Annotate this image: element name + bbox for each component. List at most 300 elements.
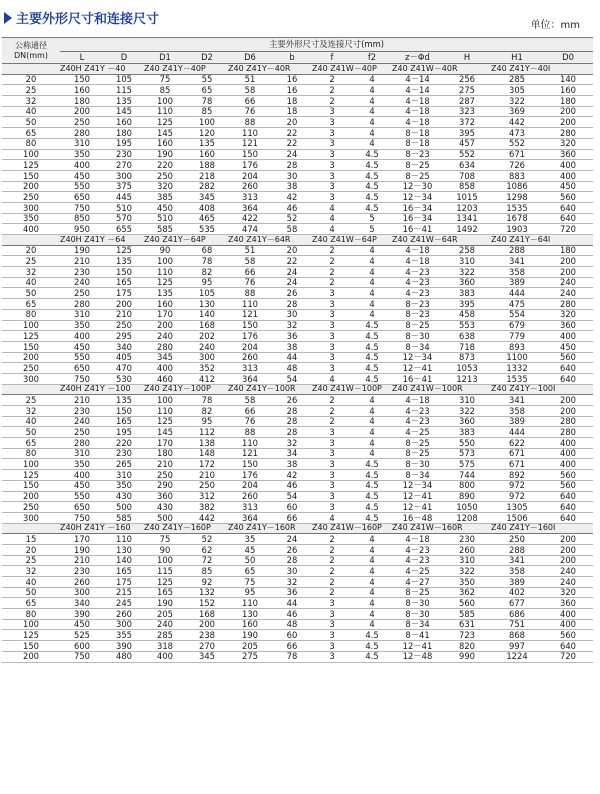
value-cell: 188 xyxy=(186,160,228,171)
value-cell: 4.5 xyxy=(352,341,392,352)
value-cell: 85 xyxy=(144,85,186,96)
value-cell: 341 xyxy=(491,395,543,406)
column-header: D2 xyxy=(186,52,228,64)
table-row xyxy=(2,309,593,320)
value-cell: 210 xyxy=(60,256,104,267)
value-cell: 260 xyxy=(443,544,491,555)
value-cell: 322 xyxy=(491,96,543,107)
dn-cell: 80 xyxy=(2,138,60,149)
dn-header-text: 公称通径 DN(mm) xyxy=(14,40,48,60)
value-cell: 8－30 xyxy=(392,598,443,609)
value-cell: 46 xyxy=(272,202,312,213)
value-cell: 120 xyxy=(186,128,228,139)
table-row xyxy=(2,651,593,662)
model-label: Z40H Z41Y －100 xyxy=(60,384,144,395)
value-cell: 100 xyxy=(144,96,186,107)
value-cell: 444 xyxy=(491,288,543,299)
value-cell: 240 xyxy=(144,331,186,342)
table-row xyxy=(2,619,593,630)
value-cell: 341 xyxy=(491,256,543,267)
value-cell: 655 xyxy=(104,224,144,235)
value-cell: 250 xyxy=(144,470,186,481)
value-cell: 450 xyxy=(60,619,104,630)
value-cell: 46 xyxy=(272,609,312,620)
model-label: Z40 Z41Y－100R xyxy=(228,384,312,395)
value-cell: 265 xyxy=(104,459,144,470)
value-cell: 2 xyxy=(312,406,352,417)
value-cell: 4.5 xyxy=(352,470,392,481)
value-cell: 210 xyxy=(60,395,104,406)
value-cell: 58 xyxy=(228,256,272,267)
value-cell: 2 xyxy=(312,256,352,267)
value-cell: 4 xyxy=(352,587,392,598)
value-cell: 280 xyxy=(543,299,593,310)
value-cell: 54 xyxy=(272,373,312,384)
value-cell: 950 xyxy=(60,224,104,235)
value-cell: 105 xyxy=(186,288,228,299)
value-cell: 638 xyxy=(443,331,491,342)
value-cell: 205 xyxy=(228,641,272,652)
value-cell: 4.5 xyxy=(352,502,392,513)
value-cell: 3 xyxy=(312,651,352,662)
value-cell: 26 xyxy=(272,288,312,299)
value-cell: 28 xyxy=(272,299,312,310)
value-cell: 60 xyxy=(272,630,312,641)
value-cell: 4.5 xyxy=(352,373,392,384)
value-cell: 2 xyxy=(312,395,352,406)
value-cell: 4－18 xyxy=(392,534,443,545)
value-cell: 997 xyxy=(491,641,543,652)
dn-cell: 15 xyxy=(2,534,60,545)
value-cell: 180 xyxy=(144,448,186,459)
value-cell: 3 xyxy=(312,427,352,438)
value-cell: 2 xyxy=(312,74,352,85)
value-cell: 355 xyxy=(104,630,144,641)
table-row xyxy=(2,641,593,652)
value-cell: 78 xyxy=(186,256,228,267)
dn-cell: 32 xyxy=(2,267,60,278)
table-row xyxy=(2,630,593,641)
dn-cell: 65 xyxy=(2,438,60,449)
value-cell: 779 xyxy=(491,331,543,342)
table-row xyxy=(2,609,593,620)
value-cell: 4.5 xyxy=(352,352,392,363)
value-cell: 552 xyxy=(443,149,491,160)
value-cell: 3 xyxy=(312,299,352,310)
value-cell: 160 xyxy=(186,149,228,160)
table-row xyxy=(2,363,593,374)
value-cell: 8－23 xyxy=(392,309,443,320)
value-cell: 1100 xyxy=(491,352,543,363)
dn-cell: 40 xyxy=(2,106,60,117)
column-header: H1 xyxy=(491,52,543,64)
value-cell: 550 xyxy=(443,438,491,449)
model-header-row xyxy=(2,64,593,75)
dn-cell: 125 xyxy=(2,470,60,481)
table-row xyxy=(2,470,593,481)
value-cell: 150 xyxy=(228,149,272,160)
value-cell: 1298 xyxy=(491,192,543,203)
value-cell: 138 xyxy=(186,438,228,449)
value-cell: 4－25 xyxy=(392,427,443,438)
value-cell: 640 xyxy=(543,363,593,374)
value-cell: 1015 xyxy=(443,192,491,203)
value-cell: 36 xyxy=(272,587,312,598)
value-cell: 1086 xyxy=(491,181,543,192)
value-cell: 210 xyxy=(60,555,104,566)
value-cell: 8－23 xyxy=(392,149,443,160)
value-cell: 285 xyxy=(491,74,543,85)
dn-cell: 300 xyxy=(2,512,60,523)
value-cell: 110 xyxy=(144,106,186,117)
value-cell: 65 xyxy=(228,566,272,577)
value-cell: 256 xyxy=(443,74,491,85)
value-cell: 726 xyxy=(491,160,543,171)
value-cell: 190 xyxy=(60,544,104,555)
value-cell: 751 xyxy=(491,619,543,630)
value-cell: 8－30 xyxy=(392,331,443,342)
dn-cell: 300 xyxy=(2,373,60,384)
model-label: Z40 Z41W－160P xyxy=(312,523,392,534)
value-cell: 76 xyxy=(228,416,272,427)
value-cell: 135 xyxy=(144,288,186,299)
value-cell: 686 xyxy=(491,609,543,620)
value-cell: 204 xyxy=(228,480,272,491)
unit-label: 单位：mm xyxy=(530,20,580,31)
value-cell: 2 xyxy=(312,245,352,256)
table-row xyxy=(2,459,593,470)
table-row xyxy=(2,245,593,256)
value-cell: 408 xyxy=(186,202,228,213)
table-row xyxy=(2,299,593,310)
value-cell: 4.5 xyxy=(352,480,392,491)
value-cell: 873 xyxy=(443,352,491,363)
value-cell: 3 xyxy=(312,598,352,609)
value-cell: 364 xyxy=(228,373,272,384)
model-label: Z40 Z41W－40R xyxy=(392,64,491,75)
table-row xyxy=(2,491,593,502)
value-cell: 550 xyxy=(60,181,104,192)
value-cell: 4.5 xyxy=(352,331,392,342)
value-cell: 16－41 xyxy=(392,373,443,384)
model-label: Z40 Z41Y－40P xyxy=(144,64,228,75)
value-cell: 3 xyxy=(312,459,352,470)
value-cell: 8－30 xyxy=(392,609,443,620)
model-label: Z40 Z41Y－64P xyxy=(144,235,228,246)
value-cell: 858 xyxy=(443,181,491,192)
value-cell: 560 xyxy=(543,352,593,363)
dn-cell: 250 xyxy=(2,363,60,374)
dn-cell: 400 xyxy=(2,224,60,235)
value-cell: 2 xyxy=(312,96,352,107)
value-cell: 310 xyxy=(443,555,491,566)
value-cell: 892 xyxy=(491,470,543,481)
value-cell: 4.5 xyxy=(352,202,392,213)
value-cell: 480 xyxy=(104,651,144,662)
table-row xyxy=(2,181,593,192)
value-cell: 3 xyxy=(312,288,352,299)
value-cell: 300 xyxy=(104,619,144,630)
value-cell: 26 xyxy=(272,544,312,555)
value-cell: 160 xyxy=(144,138,186,149)
value-cell: 4 xyxy=(352,598,392,609)
value-cell: 8－18 xyxy=(392,128,443,139)
value-cell: 4 xyxy=(352,299,392,310)
value-cell: 4.5 xyxy=(352,512,392,523)
dimension-table xyxy=(2,37,593,663)
dn-cell: 65 xyxy=(2,128,60,139)
value-cell: 450 xyxy=(543,341,593,352)
value-cell: 78 xyxy=(186,395,228,406)
value-cell: 744 xyxy=(443,470,491,481)
value-cell: 375 xyxy=(104,181,144,192)
dimension-table-container xyxy=(2,37,593,663)
value-cell: 4.5 xyxy=(352,149,392,160)
value-cell: 400 xyxy=(60,331,104,342)
value-cell: 2 xyxy=(312,85,352,96)
value-cell: 12－34 xyxy=(392,352,443,363)
value-cell: 78 xyxy=(272,651,312,662)
value-cell: 110 xyxy=(228,438,272,449)
value-cell: 4.5 xyxy=(352,320,392,331)
value-cell: 125 xyxy=(144,117,186,128)
value-cell: 400 xyxy=(60,160,104,171)
value-cell: 1492 xyxy=(443,224,491,235)
value-cell: 412 xyxy=(186,373,228,384)
value-cell: 160 xyxy=(144,299,186,310)
value-cell: 320 xyxy=(144,181,186,192)
model-label: Z40 Z41W－64P xyxy=(312,235,392,246)
value-cell: 130 xyxy=(104,544,144,555)
value-cell: 3 xyxy=(312,117,352,128)
value-cell: 4.5 xyxy=(352,651,392,662)
value-cell: 195 xyxy=(104,138,144,149)
value-cell: 720 xyxy=(543,651,593,662)
value-cell: 95 xyxy=(186,277,228,288)
value-cell: 176 xyxy=(228,160,272,171)
model-label: Z40 Z41Y－64I xyxy=(491,235,593,246)
value-cell: 3 xyxy=(312,149,352,160)
table-row xyxy=(2,587,593,598)
value-cell: 121 xyxy=(228,138,272,149)
value-cell: 313 xyxy=(228,363,272,374)
value-cell: 48 xyxy=(272,363,312,374)
value-cell: 679 xyxy=(491,320,543,331)
value-cell: 5 xyxy=(352,213,392,224)
value-cell: 30 xyxy=(272,309,312,320)
value-cell: 4 xyxy=(352,609,392,620)
value-cell: 560 xyxy=(543,470,593,481)
table-row xyxy=(2,438,593,449)
dn-cell: 32 xyxy=(2,406,60,417)
value-cell: 3 xyxy=(312,160,352,171)
value-cell: 300 xyxy=(186,352,228,363)
triangle-bullet-icon xyxy=(4,12,12,24)
header-row-columns xyxy=(2,52,593,64)
value-cell: 640 xyxy=(543,641,593,652)
value-cell: 560 xyxy=(543,480,593,491)
value-cell: 350 xyxy=(60,459,104,470)
value-cell: 205 xyxy=(144,609,186,620)
value-cell: 175 xyxy=(104,577,144,588)
value-cell: 282 xyxy=(186,181,228,192)
value-cell: 204 xyxy=(228,170,272,181)
value-cell: 400 xyxy=(144,651,186,662)
value-cell: 444 xyxy=(491,427,543,438)
value-cell: 287 xyxy=(443,96,491,107)
value-cell: 280 xyxy=(543,427,593,438)
value-cell: 400 xyxy=(543,438,593,449)
value-cell: 12－34 xyxy=(392,480,443,491)
dn-cell: 100 xyxy=(2,320,60,331)
value-cell: 3 xyxy=(312,470,352,481)
value-cell: 389 xyxy=(491,416,543,427)
table-row xyxy=(2,534,593,545)
value-cell: 46 xyxy=(272,480,312,491)
value-cell: 310 xyxy=(104,470,144,481)
value-cell: 1213 xyxy=(443,373,491,384)
value-cell: 210 xyxy=(144,459,186,470)
value-cell: 465 xyxy=(186,213,228,224)
column-header: D0 xyxy=(543,52,593,64)
dn-cell: 200 xyxy=(2,651,60,662)
value-cell: 160 xyxy=(228,619,272,630)
dn-cell: 100 xyxy=(2,459,60,470)
value-cell: 400 xyxy=(543,459,593,470)
value-cell: 62 xyxy=(186,544,228,555)
value-cell: 1903 xyxy=(491,224,543,235)
value-cell: 4 xyxy=(312,202,352,213)
value-cell: 3 xyxy=(312,619,352,630)
value-cell: 1678 xyxy=(491,213,543,224)
value-cell: 66 xyxy=(228,406,272,417)
value-cell: 313 xyxy=(228,502,272,513)
value-cell: 631 xyxy=(443,619,491,630)
value-cell: 310 xyxy=(443,395,491,406)
value-cell: 42 xyxy=(272,192,312,203)
value-cell: 160 xyxy=(60,85,104,96)
model-label: Z40 Z41Y－64R xyxy=(228,235,312,246)
value-cell: 16 xyxy=(272,85,312,96)
value-cell: 3 xyxy=(312,309,352,320)
value-cell: 288 xyxy=(491,245,543,256)
value-cell: 4－25 xyxy=(392,566,443,577)
table-row xyxy=(2,598,593,609)
value-cell: 58 xyxy=(228,85,272,96)
value-cell: 4－23 xyxy=(392,416,443,427)
value-cell: 16－48 xyxy=(392,512,443,523)
value-cell: 26 xyxy=(272,395,312,406)
value-cell: 12－41 xyxy=(392,502,443,513)
value-cell: 358 xyxy=(491,267,543,278)
value-cell: 450 xyxy=(543,181,593,192)
value-cell: 20 xyxy=(272,245,312,256)
value-cell: 95 xyxy=(186,416,228,427)
value-cell: 55 xyxy=(186,74,228,85)
value-cell: 110 xyxy=(144,267,186,278)
value-cell: 165 xyxy=(104,566,144,577)
value-cell: 3 xyxy=(312,128,352,139)
value-cell: 4－23 xyxy=(392,288,443,299)
value-cell: 290 xyxy=(144,480,186,491)
value-cell: 893 xyxy=(491,341,543,352)
value-cell: 4.5 xyxy=(352,363,392,374)
value-cell: 285 xyxy=(144,630,186,641)
dn-cell: 125 xyxy=(2,160,60,171)
value-cell: 280 xyxy=(60,438,104,449)
value-cell: 238 xyxy=(186,630,228,641)
value-cell: 345 xyxy=(186,192,228,203)
value-cell: 175 xyxy=(104,288,144,299)
value-cell: 220 xyxy=(104,438,144,449)
dn-cell: 40 xyxy=(2,416,60,427)
dn-cell: 80 xyxy=(2,309,60,320)
model-label: Z40 Z41Y－100P xyxy=(144,384,228,395)
value-cell: 750 xyxy=(60,512,104,523)
value-cell: 172 xyxy=(186,459,228,470)
value-cell: 8－25 xyxy=(392,320,443,331)
value-cell: 430 xyxy=(104,491,144,502)
value-cell: 389 xyxy=(491,277,543,288)
value-cell: 3 xyxy=(312,181,352,192)
table-row xyxy=(2,352,593,363)
value-cell: 240 xyxy=(543,566,593,577)
value-cell: 560 xyxy=(443,598,491,609)
value-cell: 2 xyxy=(312,416,352,427)
table-row xyxy=(2,74,593,85)
value-cell: 176 xyxy=(228,331,272,342)
value-cell: 345 xyxy=(144,352,186,363)
value-cell: 640 xyxy=(543,202,593,213)
value-cell: 280 xyxy=(144,341,186,352)
value-cell: 200 xyxy=(186,619,228,630)
value-cell: 4－14 xyxy=(392,74,443,85)
value-cell: 250 xyxy=(104,320,144,331)
value-cell: 322 xyxy=(443,267,491,278)
value-cell: 4 xyxy=(312,224,352,235)
model-row-blank xyxy=(2,523,60,534)
value-cell: 473 xyxy=(491,128,543,139)
value-cell: 125 xyxy=(144,577,186,588)
value-cell: 4 xyxy=(352,85,392,96)
dn-cell: 20 xyxy=(2,74,60,85)
value-cell: 200 xyxy=(60,106,104,117)
table-row xyxy=(2,267,593,278)
value-cell: 8－34 xyxy=(392,619,443,630)
table-row xyxy=(2,117,593,128)
dn-cell: 250 xyxy=(2,192,60,203)
value-cell: 145 xyxy=(104,106,144,117)
value-cell: 382 xyxy=(186,502,228,513)
value-cell: 600 xyxy=(60,641,104,652)
value-cell: 12－34 xyxy=(392,192,443,203)
value-cell: 4－18 xyxy=(392,256,443,267)
value-cell: 150 xyxy=(60,74,104,85)
value-cell: 4 xyxy=(312,373,352,384)
value-cell: 4.5 xyxy=(352,181,392,192)
value-cell: 552 xyxy=(491,138,543,149)
model-label: Z40 Z41Y－160P xyxy=(144,523,228,534)
value-cell: 8－25 xyxy=(392,448,443,459)
value-cell: 3 xyxy=(312,192,352,203)
value-cell: 75 xyxy=(228,577,272,588)
value-cell: 260 xyxy=(104,609,144,620)
value-cell: 20 xyxy=(272,117,312,128)
value-cell: 341 xyxy=(491,555,543,566)
value-cell: 22 xyxy=(272,138,312,149)
value-cell: 4 xyxy=(312,213,352,224)
value-cell: 8－41 xyxy=(392,630,443,641)
